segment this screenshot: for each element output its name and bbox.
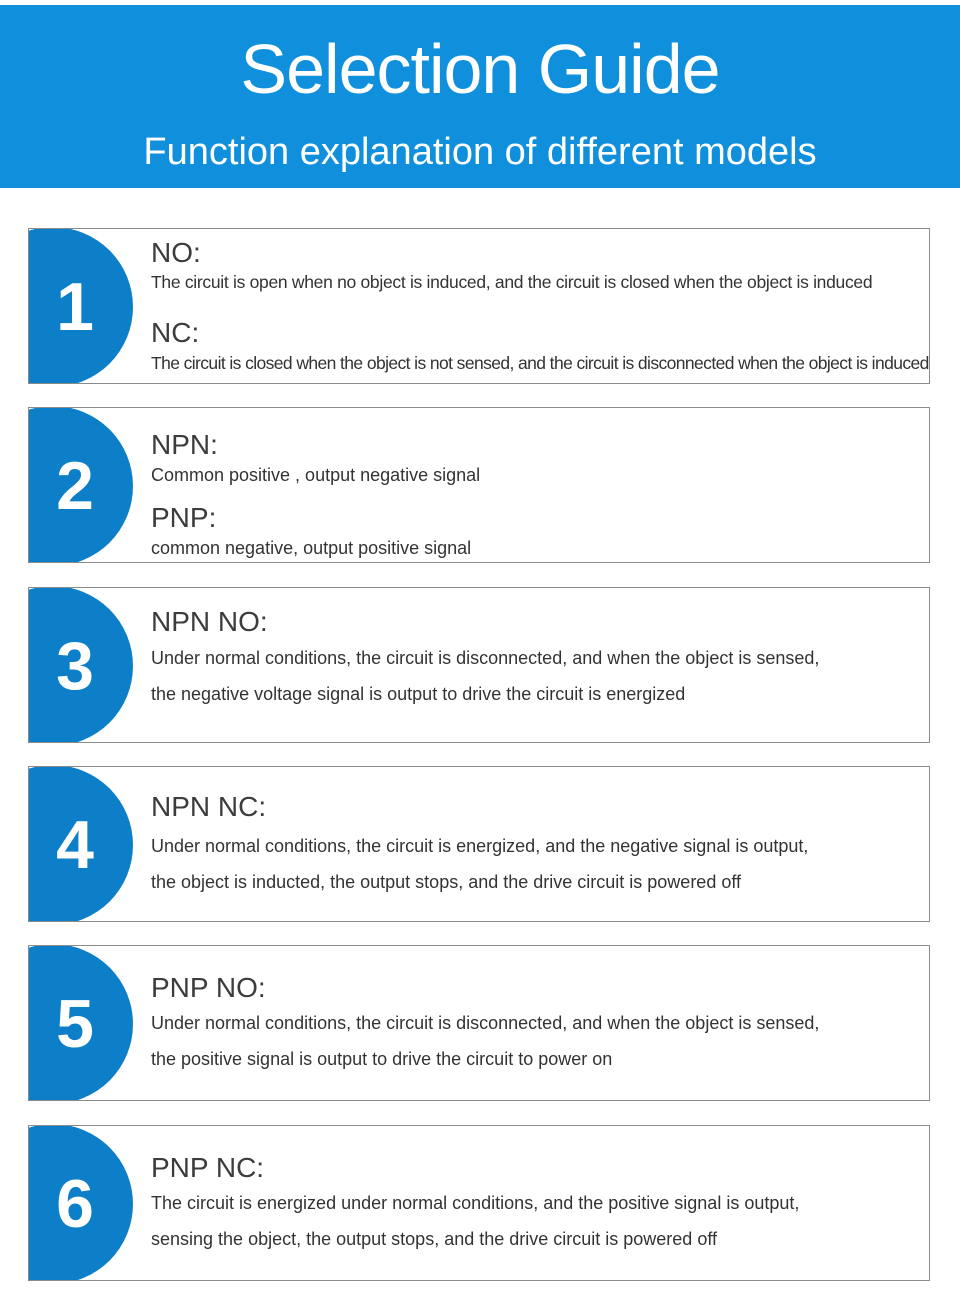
card-2	[28, 407, 930, 563]
card-heading: NC:	[151, 317, 200, 348]
number-badge	[29, 767, 133, 921]
card-text: the object is inducted, the output stops, and the drive circuit is powered off	[151, 872, 742, 892]
number-label: 6	[56, 1166, 94, 1242]
card-text: Under normal conditions, the circuit is energized, and the negative signal is output,	[151, 836, 809, 856]
number-label: 3	[56, 628, 94, 704]
number-badge	[29, 408, 133, 562]
card-3	[28, 587, 930, 743]
card-text: Common positive , output negative signal	[151, 465, 481, 485]
card-heading: NPN NC:	[151, 791, 267, 822]
card-heading: PNP NC:	[151, 1152, 265, 1183]
number-label: 1	[56, 269, 94, 345]
card-4	[28, 766, 930, 922]
card-text: sensing the object, the output stops, and the drive circuit is powered off	[151, 1229, 718, 1249]
card-text: common negative, output positive signal	[151, 538, 472, 558]
card-heading: PNP:	[151, 502, 217, 533]
card-text: The circuit is open when no object is induced, and the circuit is closed when the object is induced	[151, 272, 873, 292]
card-heading: NPN:	[151, 429, 218, 460]
card-text: the negative voltage signal is output to drive the circuit is energized	[151, 684, 686, 704]
card-6	[28, 1125, 930, 1281]
card-heading: NPN NO:	[151, 606, 268, 637]
number-label: 4	[56, 807, 94, 883]
card-content	[151, 1126, 921, 1280]
number-badge	[29, 588, 133, 742]
page-subtitle: Function explanation of different models	[143, 131, 817, 173]
card-text: The circuit is energized under normal conditions, and the positive signal is output,	[151, 1193, 800, 1213]
number-badge	[29, 229, 133, 383]
card-content	[151, 588, 921, 742]
card-5	[28, 945, 930, 1101]
number-badge	[29, 1126, 133, 1280]
card-text: Under normal conditions, the circuit is disconnected, and when the object is sensed,	[151, 648, 820, 668]
header-banner	[0, 5, 960, 188]
card-heading: NO:	[151, 237, 201, 268]
card-text: the positive signal is output to drive the circuit to power on	[151, 1049, 613, 1069]
card-1	[28, 228, 930, 384]
number-label: 2	[56, 448, 94, 524]
card-content	[151, 408, 921, 562]
card-content	[151, 229, 929, 383]
number-label: 5	[56, 986, 94, 1062]
card-heading: PNP NO:	[151, 972, 266, 1003]
card-text: The circuit is closed when the object is not sensed, and the circuit is disconnected when the object is induced	[151, 353, 929, 373]
number-badge	[29, 946, 133, 1100]
card-content	[151, 767, 921, 921]
card-content	[151, 946, 921, 1100]
page-title: Selection Guide	[240, 30, 720, 108]
card-text: Under normal conditions, the circuit is disconnected, and when the object is sensed,	[151, 1013, 820, 1033]
